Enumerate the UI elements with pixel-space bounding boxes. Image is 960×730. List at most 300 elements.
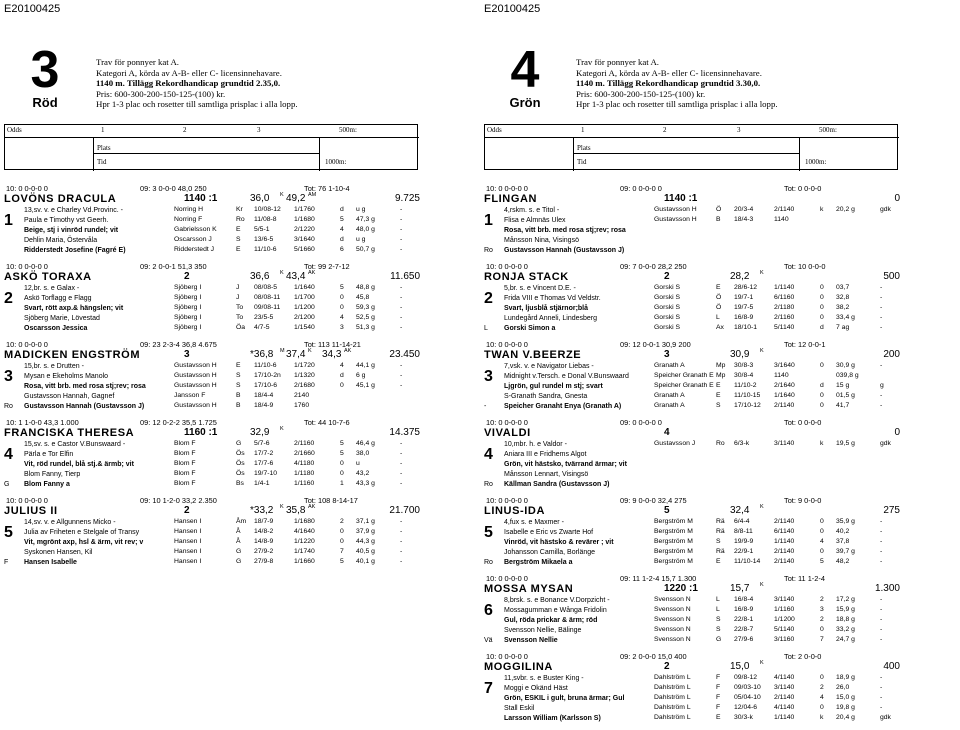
start-driver: Hansen I — [174, 518, 202, 525]
start-date: 27/9-8 — [254, 558, 274, 565]
start-odds-mark: - — [880, 304, 883, 311]
horse-info: Isabelle e Eric vs Zwarte Hof — [504, 529, 594, 536]
horse-name: VIVALDI — [484, 427, 531, 439]
record-suffix: K — [760, 348, 764, 354]
entry-detail-row — [484, 558, 900, 568]
stats-2010: 10: 0 0-0-0 0 — [486, 496, 528, 505]
start-driver: Svensson N — [654, 596, 691, 603]
start-odds-mark: - — [880, 596, 883, 603]
distance: 4 — [664, 427, 670, 438]
start-driver: Granath A — [654, 392, 685, 399]
start-date: 11/10-2 — [734, 382, 757, 389]
post-position: 2 — [4, 290, 13, 307]
horse-info: 7,vsk. v. e Navigator Liebas - — [504, 363, 594, 370]
start-odds-mark: - — [400, 284, 403, 291]
start-odds-mark: - — [880, 548, 883, 555]
horse-info: 4,rskm. s. e Titol - — [504, 207, 560, 214]
distance: 3 — [184, 349, 190, 360]
horse-name: LOVÖNS DRACULA — [4, 193, 117, 205]
start-odds-mark: - — [400, 450, 403, 457]
horse-entry — [484, 262, 900, 334]
entry-detail-row — [484, 226, 900, 236]
entry-detail-row — [484, 714, 900, 724]
odds-value: 200 — [883, 349, 900, 360]
horse-info: Gustavsson Hannah, Gagnef — [24, 393, 115, 400]
stats-total: Tot: 10 0-0-0 — [784, 262, 826, 271]
m500-label: 500m: — [339, 126, 357, 134]
post-position: 6 — [484, 602, 493, 619]
horse-name-row — [4, 427, 420, 440]
start-date: 5/5-1 — [254, 226, 270, 233]
stats-total: Tot: 11 1-2-4 — [784, 574, 825, 583]
start-post: 0 — [820, 294, 824, 301]
start-driver: Sjöberg I — [174, 304, 202, 311]
start-driver: Blom F — [174, 470, 196, 477]
horse-name: FRANCISKA THERESA — [4, 427, 135, 439]
start-post: 0 — [340, 294, 344, 301]
horse-name: MOGGILINA — [484, 661, 553, 673]
horse-info: Mysan e Ekeholms Manolo — [24, 373, 109, 380]
start-result: 2/1160 — [294, 440, 315, 447]
odds-value: 275 — [883, 505, 900, 516]
race-color: Grön — [509, 95, 541, 110]
start-track: Ö — [716, 304, 722, 311]
stats-2010: 10: 0 0-0-0 0 — [6, 340, 48, 349]
entry-detail-row — [484, 636, 900, 646]
horse-info: Julia av Friheten e Stelgale of Transy — [24, 529, 140, 536]
horse-info: S-Granath Sandra, Gnesta — [504, 393, 588, 400]
program-page-left — [0, 0, 480, 703]
start-post: 0 — [820, 704, 824, 711]
start-post: 7 — [340, 548, 344, 555]
start-odds-mark: - — [400, 216, 403, 223]
stats-2010: 10: 0 0-0-0 0 — [486, 418, 528, 427]
start-post: d — [340, 206, 344, 213]
horse-info: Dehlin Maria, Östervåla — [24, 237, 98, 244]
entry-detail-row — [484, 704, 900, 714]
start-track: E — [236, 226, 241, 233]
start-result: 2/1160 — [774, 314, 795, 321]
odds-label: Odds — [7, 126, 22, 134]
start-post: 4 — [820, 694, 824, 701]
start-track: B — [236, 402, 241, 409]
post-position: 7 — [484, 680, 493, 697]
start-result: 2/1660 — [294, 450, 315, 457]
table-rule — [485, 137, 899, 138]
record: 32,9 — [250, 427, 270, 438]
horse-name-row — [4, 271, 420, 284]
start-driver: Jansson F — [174, 392, 206, 399]
horse-info: Askö Torflagg e Flagg — [24, 295, 92, 302]
race-number: 3 — [30, 41, 60, 99]
start-track: J — [236, 294, 240, 301]
track-code: L — [484, 325, 488, 332]
start-result: 5/1140 — [774, 626, 795, 633]
horse-info: Källman Sandra (Gustavsson J) — [504, 481, 610, 488]
start-result: 1140 — [774, 216, 789, 223]
start-time: 01,5 g — [836, 392, 855, 399]
odds-value: 9.725 — [394, 193, 420, 204]
start-post: 0 — [340, 304, 344, 311]
start-driver: Sjöberg I — [174, 324, 202, 331]
horse-info: Gul, röda prickar & ärm; röd — [504, 617, 598, 624]
start-track: F — [716, 674, 721, 681]
start-result: 2/1640 — [774, 382, 795, 389]
start-odds-mark: - — [400, 538, 403, 545]
start-time: 20,4 g — [836, 714, 855, 721]
start-odds-mark: - — [400, 460, 403, 467]
start-driver: Blom F — [174, 460, 196, 467]
race-color: Röd — [32, 95, 58, 110]
horse-info: 10,mbr. h. e Valdor - — [504, 441, 567, 448]
start-odds-mark: - — [400, 372, 403, 379]
entry-detail-row — [4, 362, 420, 372]
horse-info: 4,fux s. e Maxmer - — [504, 519, 564, 526]
start-date: 17/10-12 — [734, 402, 761, 409]
start-time: 48,8 g — [356, 284, 375, 291]
start-track: Ös — [236, 460, 245, 467]
start-track: S — [716, 538, 721, 545]
post-position: 5 — [4, 524, 13, 541]
entry-detail-row — [484, 446, 900, 463]
start-time: 03,7 — [836, 284, 850, 291]
start-odds-mark: - — [880, 528, 883, 535]
entry-summary — [4, 262, 420, 271]
start-odds-mark: gdk — [880, 440, 891, 447]
start-post: 0 — [820, 284, 824, 291]
start-time: 7 ag — [836, 324, 850, 331]
start-date: 16/8-9 — [734, 606, 754, 613]
horse-info: 5,br. s. e Vincent D.E. - — [504, 285, 576, 292]
stats-total: Tot: 12 0-0-1 — [784, 340, 826, 349]
start-result: 2/1140 — [774, 206, 795, 213]
horse-info: Pärla e Tor Elfin — [24, 451, 74, 458]
entry-detail-row — [4, 538, 420, 548]
stats-2009: 09: 3 0-0-0 48,0 250 — [140, 184, 207, 193]
start-result: 6/1160 — [774, 294, 795, 301]
start-driver: Sjöberg I — [174, 284, 202, 291]
start-odds-mark: - — [880, 538, 883, 545]
horse-name-row — [484, 583, 900, 596]
start-driver: Speicher Granath E — [654, 372, 714, 379]
record-2-suffix: AM — [308, 192, 317, 198]
entry-summary — [4, 340, 420, 349]
entry-detail-row — [4, 206, 420, 216]
horse-info: Vit, mgrönt axp, hsl & ärm, vit rev; v — [24, 539, 144, 546]
horse-info: Bergström Mikaela a — [504, 559, 573, 566]
tid-label: Tid — [97, 158, 107, 166]
stats-total: Tot: 76 1-10-4 — [304, 184, 350, 193]
entry-detail-row — [484, 548, 900, 558]
start-odds-mark: - — [400, 470, 403, 477]
start-track: F — [716, 684, 721, 691]
record: 28,2 — [730, 271, 750, 282]
start-post: 0 — [820, 314, 824, 321]
start-odds-mark: - — [400, 440, 403, 447]
start-result: 4/1180 — [294, 460, 315, 467]
post-position: 4 — [4, 446, 13, 463]
horse-info: 15,br. s. e Drutten - — [24, 363, 84, 370]
stats-2009: 09: 12 0-0-1 30,9 200 — [620, 340, 691, 349]
start-date: 19/7-10 — [254, 470, 278, 477]
start-time: 039,8 g — [836, 372, 859, 379]
start-result: 4/1140 — [774, 674, 795, 681]
start-odds-mark: gdk — [880, 714, 891, 721]
start-track: Å — [236, 538, 241, 545]
entry-detail-row — [484, 290, 900, 307]
horse-entry — [484, 184, 900, 256]
odds-value: 400 — [883, 661, 900, 672]
start-result: 3/1140 — [774, 684, 795, 691]
condition-line: Kategori A, körda av A-B- eller C- licensinnehavare. — [96, 67, 282, 78]
horse-info: Johansson Camilla, Borlänge — [504, 549, 596, 556]
start-time: 32,8 — [836, 294, 850, 301]
start-track: Ös — [236, 470, 245, 477]
entry-detail-row — [484, 596, 900, 606]
horse-name-row — [4, 349, 420, 362]
start-track: G — [716, 636, 722, 643]
record: *36,8 — [250, 349, 274, 360]
start-post: 5 — [820, 558, 824, 565]
start-time: 59,3 g — [356, 304, 375, 311]
stats-2010: 10: 0 0-0-0 0 — [486, 652, 528, 661]
start-result: 2/1140 — [774, 694, 795, 701]
horse-entry — [484, 652, 900, 724]
horse-info: Svensson Nellie, Bälinge — [504, 627, 582, 634]
horse-info: Rosa, vitt brb. med rosa stj;rev; rosa — [24, 383, 146, 390]
start-post: 0 — [820, 518, 824, 525]
start-odds-mark: - — [880, 626, 883, 633]
start-odds-mark: g — [880, 382, 884, 389]
stats-2010: 10: 1 1-0-0 43,3 1.000 — [6, 418, 79, 427]
start-post: d — [340, 372, 344, 379]
stats-2010: 10: 0 0-0-0 0 — [6, 496, 48, 505]
start-date: 5/7-6 — [254, 440, 270, 447]
start-driver: Hansen I — [174, 558, 202, 565]
start-post: 6 — [340, 246, 344, 253]
start-date: 1/4-1 — [254, 480, 270, 487]
plats-label: Plats — [97, 144, 111, 152]
stats-total: Tot: 0 0-0-0 — [784, 418, 822, 427]
record-2-suffix: AK — [308, 504, 316, 510]
start-result: 1/1540 — [294, 324, 315, 331]
start-post: 0 — [340, 470, 344, 477]
entry-summary — [484, 340, 900, 349]
start-driver: Gustavsson H — [174, 402, 217, 409]
start-result: 1/1740 — [294, 548, 315, 555]
track-code: Ro — [484, 247, 493, 254]
start-time: 38,2 — [836, 304, 850, 311]
horse-info: Gustavsson Hannah (Gustavsson J) — [504, 247, 625, 254]
odds-value: 21.700 — [389, 505, 420, 516]
record-suffix: K — [760, 504, 764, 510]
distance: 1220 :1 — [664, 583, 698, 594]
entry-summary — [484, 418, 900, 427]
entry-detail-row — [484, 246, 900, 256]
entry-detail-row — [4, 284, 420, 294]
start-track: Mp — [716, 362, 726, 369]
entry-detail-row — [484, 470, 900, 480]
start-time: 26,0 — [836, 684, 850, 691]
record: 36,0 — [250, 193, 270, 204]
start-post: k — [820, 440, 824, 447]
record-suffix: M — [280, 348, 285, 354]
horse-info: Larsson William (Karlsson S) — [504, 715, 601, 722]
entry-detail-row — [484, 440, 900, 450]
start-result: 1/1660 — [294, 558, 315, 565]
horse-name: RONJA STACK — [484, 271, 569, 283]
start-date: 22/9-1 — [734, 548, 754, 555]
stats-2010: 10: 0 0-0-0 0 — [6, 184, 48, 193]
start-track: Kr — [236, 206, 243, 213]
start-date: 09/08-11 — [254, 304, 281, 311]
horse-info: Svart, rött axp.& hängslen; vit — [24, 305, 124, 312]
odds-value: 11.650 — [390, 271, 420, 282]
start-date: 27/9-6 — [734, 636, 754, 643]
start-odds-mark: - — [400, 558, 403, 565]
start-result: 2/1200 — [294, 314, 315, 321]
start-post: 2 — [820, 616, 824, 623]
horse-name-row — [484, 193, 900, 206]
start-result: 1140 — [774, 372, 789, 379]
odds-value: 23.450 — [389, 349, 420, 360]
track-code: G — [4, 481, 10, 488]
col-1-label: 1 — [101, 126, 105, 134]
entry-detail-row — [4, 314, 420, 324]
start-time: 6 g — [356, 372, 366, 379]
start-track: Ax — [716, 324, 724, 331]
start-time: 46,4 g — [356, 440, 375, 447]
start-track: F — [716, 694, 721, 701]
start-track: Bs — [236, 480, 244, 487]
stats-2010: 10: 0 0-0-0 0 — [486, 574, 528, 583]
start-odds-mark: - — [400, 294, 403, 301]
condition-line: Hpr 1-3 plac och rosetter till samtliga prisplac i alla lopp. — [96, 99, 298, 110]
start-result: 3/1140 — [774, 440, 795, 447]
record: *33,2 — [250, 505, 274, 516]
start-driver: Norring H — [174, 206, 204, 213]
start-track: B — [236, 392, 241, 399]
record-suffix: K — [760, 660, 764, 666]
start-driver: Svensson N — [654, 636, 691, 643]
record-suffix: K — [760, 270, 764, 276]
record-suffix: K — [280, 426, 284, 432]
entry-detail-row — [484, 674, 900, 684]
start-track: S — [716, 626, 721, 633]
start-track: E — [716, 714, 721, 721]
start-date: 4/7-5 — [254, 324, 270, 331]
start-result: 1/1720 — [294, 362, 315, 369]
horse-entry — [4, 184, 420, 256]
start-date: 09/03-10 — [734, 684, 761, 691]
entry-detail-row — [484, 518, 900, 528]
start-result: 1/1640 — [774, 392, 795, 399]
horse-name-row — [484, 505, 900, 518]
record-2: 43,4 — [286, 271, 306, 282]
start-date: 6/4-4 — [734, 518, 750, 525]
start-driver: Dahlström L — [654, 714, 691, 721]
stats-2009: 09: 2 0-0-0 15,0 400 — [620, 652, 687, 661]
horse-info: 11,svbr. s. e Buster King - — [504, 675, 584, 682]
entry-detail-row — [4, 480, 420, 490]
stats-2010: 10: 0 0-0-0 0 — [486, 184, 528, 193]
start-date: 18/10-1 — [734, 324, 758, 331]
m500-label: 500m: — [819, 126, 837, 134]
start-driver: Bergström M — [654, 538, 693, 545]
start-date: 30/8-4 — [734, 372, 754, 379]
odds-table — [4, 124, 418, 170]
horse-entry — [4, 496, 420, 568]
start-odds-mark: - — [400, 226, 403, 233]
stats-total: Tot: 2 0-0-0 — [784, 652, 822, 661]
start-odds-mark: - — [880, 294, 883, 301]
col-1-label: 1 — [581, 126, 585, 134]
start-result: 1/1680 — [294, 518, 315, 525]
horse-info: Hansen Isabelle — [24, 559, 77, 566]
page-code: E20100425 — [4, 3, 61, 15]
start-time: 43,3 g — [356, 480, 375, 487]
start-time: 44,3 g — [356, 538, 375, 545]
start-time: 39,7 g — [836, 548, 855, 555]
horse-info: Månsson Lennart, Visingsö — [504, 471, 589, 478]
start-odds-mark: - — [880, 558, 883, 565]
start-time: 19,8 g — [836, 704, 855, 711]
start-odds-mark: - — [400, 548, 403, 555]
start-driver: Gustavsson H — [174, 362, 217, 369]
start-date: 11/10-15 — [734, 392, 761, 399]
start-odds-mark: - — [880, 674, 883, 681]
start-driver: Granath A — [654, 402, 685, 409]
start-driver: Gorski S — [654, 324, 681, 331]
start-result: 1/1760 — [294, 206, 315, 213]
entry-detail-row — [4, 402, 420, 412]
start-driver: Sjöberg I — [174, 314, 202, 321]
entry-detail-row — [4, 368, 420, 385]
start-date: 18/7-9 — [254, 518, 274, 525]
record-3-suffix: AK — [344, 348, 352, 354]
stats-total: Tot: 113 11-14-21 — [304, 340, 361, 349]
start-driver: Gustavsson H — [174, 382, 217, 389]
start-driver: Dahlström L — [654, 684, 691, 691]
start-time: 19,5 g — [836, 440, 855, 447]
start-time: 41,7 — [836, 402, 850, 409]
start-result: 5/1140 — [774, 324, 795, 331]
start-post: d — [820, 382, 824, 389]
condition-line: Hpr 1-3 plac och rosetter till samtliga prisplac i alla lopp. — [576, 99, 778, 110]
odds-value: 1.300 — [874, 583, 900, 594]
start-result: 1/1160 — [774, 606, 795, 613]
record-2-suffix: K — [308, 348, 312, 354]
horse-info: Oscarsson Jessica — [24, 325, 88, 332]
distance: 1140 :1 — [664, 193, 698, 204]
start-result: 4/1640 — [294, 528, 315, 535]
start-result: 1/1200 — [774, 616, 795, 623]
start-time: 48,2 — [836, 558, 850, 565]
start-post: 3 — [820, 606, 824, 613]
record: 32,4 — [730, 505, 750, 516]
start-odds-mark: - — [400, 304, 403, 311]
record-suffix: K — [280, 504, 284, 510]
start-driver: Svensson N — [654, 606, 691, 613]
entry-summary — [484, 496, 900, 505]
start-odds-mark: - — [880, 616, 883, 623]
entry-detail-row — [4, 382, 420, 392]
start-odds-mark: - — [880, 392, 883, 399]
post-position: 5 — [484, 524, 493, 541]
start-time: 37,1 g — [356, 518, 375, 525]
post-position: 1 — [4, 212, 13, 229]
record-suffix: K — [280, 270, 284, 276]
